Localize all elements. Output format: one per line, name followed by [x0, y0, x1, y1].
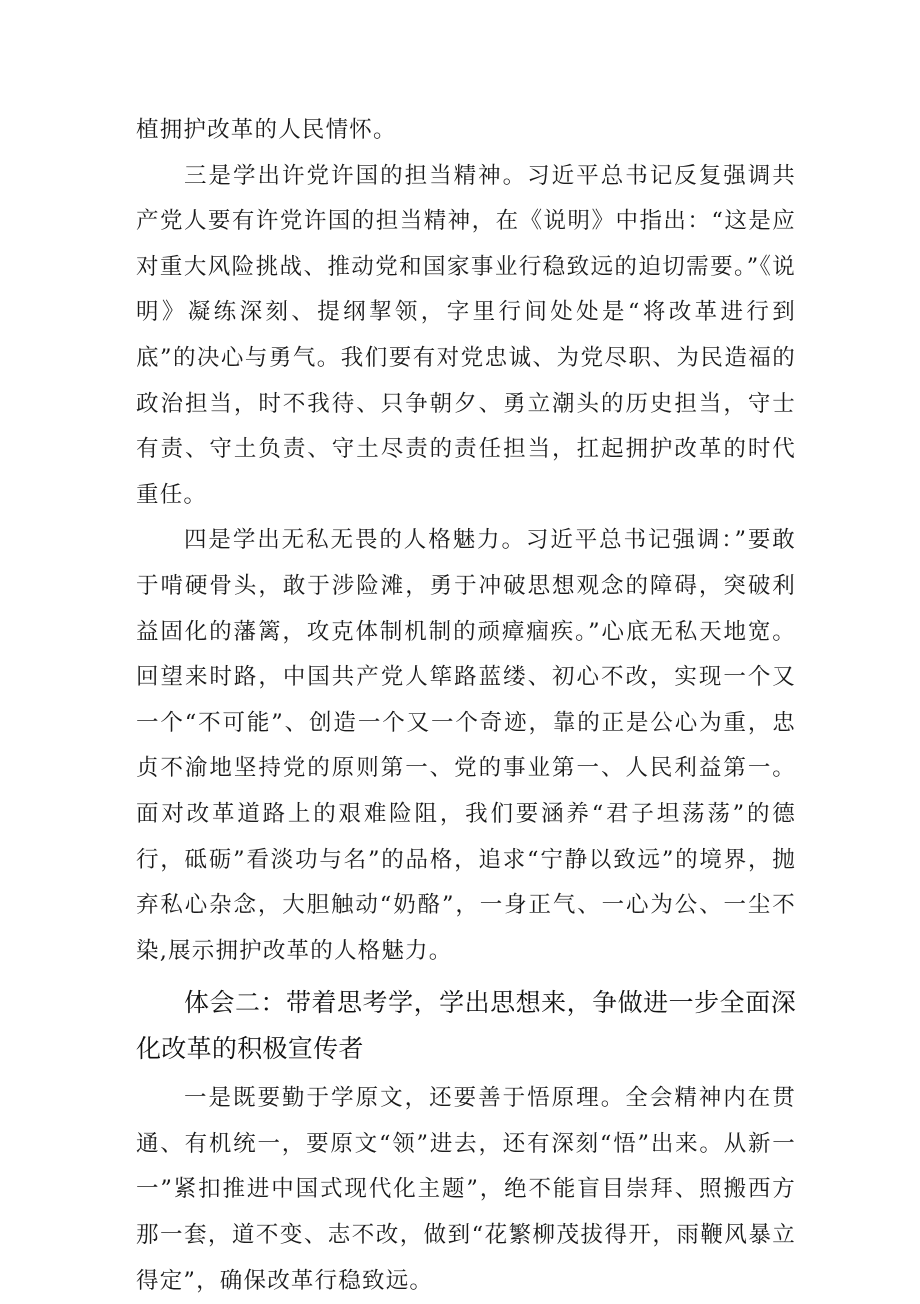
- paragraph-three-commitment: 三是学出许党许国的担当精神。习近平总书记反复强调共产党人要有许党许国的担当精神，在《说明》中指出：“这是应对重大风险挑战、推动党和国家事业行稳致远的迫切需要。”《说明》凝练深刻、提纲挈领，字里行间处处是“将改革进行到底”的决心与勇气。我们要有对党忠诚、为党尽职、为民造福的政治担当，时不我待、只争朝夕、勇立潮头的历史担当，守士有责、守土负责、守土尽责的责任担当，扛起拥护改革的时代重任。: [136, 162, 796, 508]
- paragraph-continuation: 植拥护改革的人民情怀。: [136, 117, 397, 143]
- document-body: [136, 108, 796, 1304]
- paragraph-one-study: 一是既要勤于学原文，还要善于悟原理。全会精神内在贯通、有机统一，要原文“领”进去，还有深刻“悟”出来。从新一一”紧扣推进中国式现代化主题”，绝不能盲目崇拜、照搬西方那一套，道不变、志不改，做到“花繁柳茂拔得开，雨鞭风暴立得定”，确保改革行稳致远。: [136, 1085, 796, 1294]
- section-heading-experience-two: 体会二：带着思考学，学出思想来，争做进一步全面深化改革的积极宣传者: [136, 988, 796, 1064]
- paragraph-four-charisma: 四是学出无私无畏的人格魅力。习近平总书记强调：”要敢于啃硬骨头，敢于涉险滩，勇于冲破思想观念的障碍，突破利益固化的藩篱，攻克体制机制的顽瘴痼疾。”心底无私天地宽。回望来时路，中国共产党人筚路蓝缕、初心不改，实现一个又一个“不可能”、创造一个又一个奇迹，靠的正是公心为重，忠贞不渝地坚持党的原则第一、党的事业第一、人民利益第一。面对改革道路上的艰难险阻，我们要涵养“君子坦荡荡”的德行，砥砺”看淡功与名”的品格，追求“宁静以致远”的境界，抛弃私心杂念，大胆触动“奶酪”，一身正气、一心为公、一尘不染,展示拥护改革的人格魅力。: [136, 527, 796, 964]
